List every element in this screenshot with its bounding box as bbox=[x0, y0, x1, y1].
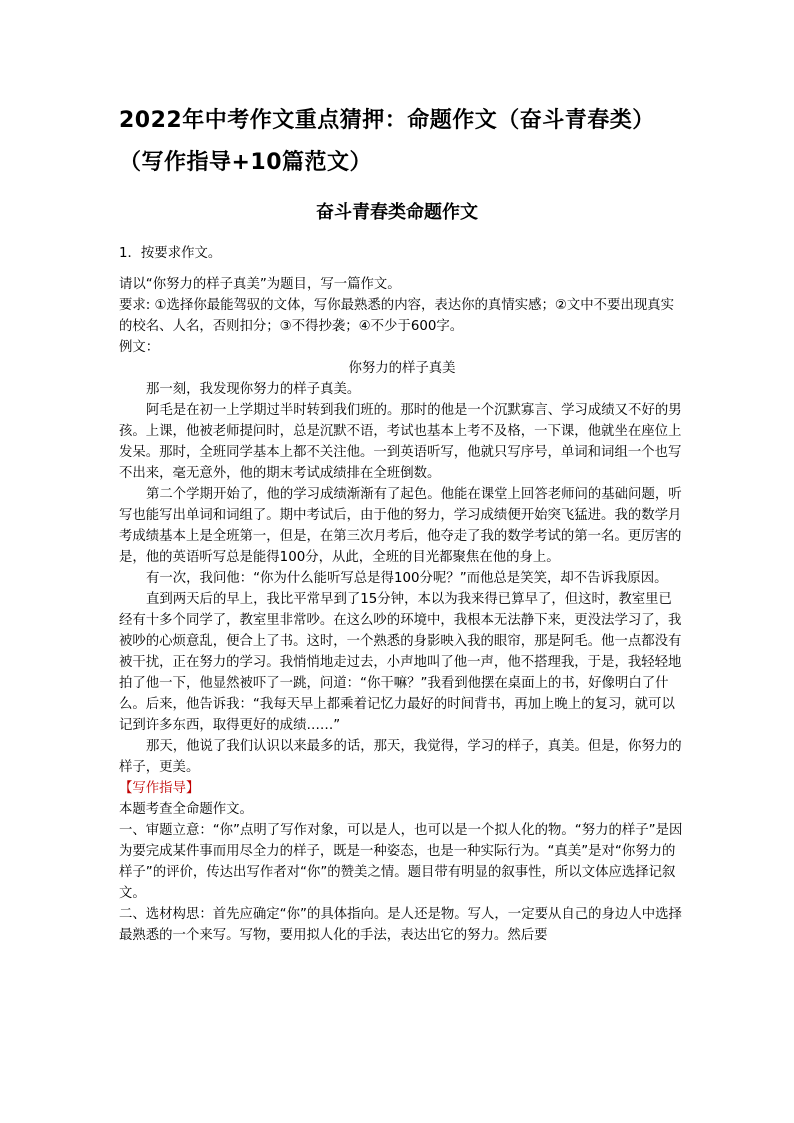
essay-paragraph: 阿毛是在初一上学期过半时转到我们班的。那时的他是一个沉默寡言、学习成绩又不好的男孩。上课，他被老师提问时，总是沉默不语，考试也基本上考不及格，一下课，他就坐在座位上发呆。那时，全班同学基本上都不关注他。一到英语听写，他就只写序号，单词和词组一个也写不出来，毫无意外，他的期末考试成绩排在全班倒数。 bbox=[119, 403, 682, 481]
example-label: 例文： bbox=[119, 340, 160, 355]
section-title: 奋斗青春类命题作文 bbox=[316, 202, 478, 223]
document-title bbox=[119, 100, 699, 184]
essay-paragraph: 那天，他说了我们认识以来最多的话，那天，我觉得，学习的样子，真美。但是，你努力的样子，更美。 bbox=[119, 739, 682, 775]
essay-prompt: 请以“你努力的样子真美”为题目，写一篇作文。 bbox=[119, 277, 401, 292]
guide-heading: 【写作指导】 bbox=[119, 781, 200, 796]
essay-paragraph: 那一刻，我发现你努力的样子真美。 bbox=[146, 382, 361, 397]
essay-paragraph: 有一次，我问他：“你为什么能听写总是得100分呢？”而他总是笑笑，却不告诉我原因。 bbox=[146, 571, 668, 586]
document-body bbox=[119, 243, 685, 946]
question-number: 1．按要求作文。 bbox=[119, 246, 222, 261]
essay-paragraph: 直到两天后的早上，我比平常早到了15分钟，本以为我来得已算早了，但这时，教室里已经有十多个同学了，教室里非常吵。在这么吵的环境中，我根本无法静下来，更没法学习了，我被吵的心烦意乱，便合上了书。这时，一个熟悉的身影映入我的眼帘，那是阿毛。他一点都没有被干扰，正在努力的学习。我悄悄地走过去，小声地叫了他一声，他不搭理我，于是，我轻轻地拍了他一下，他显然被吓了一跳，问道：“你干嘛？”我看到他摆在桌面上的书，好像明白了什么。后来，他告诉我：“我每天早上都乘着记忆力最好的时间背书，再加上晚上的复习，就可以记到许多东西，取得更好的成绩……” bbox=[119, 592, 682, 733]
guide-point-2: 二、选材构思：首先应确定“你”的具体指向。是人还是物。写人，一定要从自己的身边人中选择最熟悉的一个来写。写物，要用拟人化的手法，表达出它的努力。然后要 bbox=[119, 907, 682, 943]
title-line-1: 2022年中考作文重点猜押：命题作文（奋斗青春类） bbox=[119, 108, 655, 133]
requirements: 要求: ①选择你最能驾驭的文体，写你最熟悉的内容，表达你的真情实感；②文中不要出现真实的校名、人名，否则扣分；③不得抄袭；④不少于600字。 bbox=[119, 298, 675, 334]
title-line-2: （写作指导+10篇范文） bbox=[119, 150, 373, 175]
guide-intro: 本题考查全命题作文。 bbox=[119, 802, 253, 817]
essay-title: 你努力的样子真美 bbox=[348, 361, 456, 376]
guide-point-1: 一、审题立意：“你”点明了写作对象，可以是人，也可以是一个拟人化的物。“努力的样子”是因为要完成某件事而用尽全力的样子，既是一种姿态，也是一种实际行为。“真美”是对“你努力的样子”的评价，传达出写作者对“你”的赞美之情。题目带有明显的叙事性，所以文体应选择记叙文。 bbox=[119, 823, 683, 901]
essay-paragraph: 第二个学期开始了，他的学习成绩渐渐有了起色。他能在课堂上回答老师问的基础问题，听写也能写出单词和词组了。期中考试后，由于他的努力，学习成绩便开始突飞猛进。我的数学月考成绩基本上是全班第一，但是，在第三次月考后，他夺走了我的数学考试的第一名。更厉害的是，他的英语听写总是能得100分，从此，全班的目光都聚焦在他的身上。 bbox=[119, 487, 682, 565]
